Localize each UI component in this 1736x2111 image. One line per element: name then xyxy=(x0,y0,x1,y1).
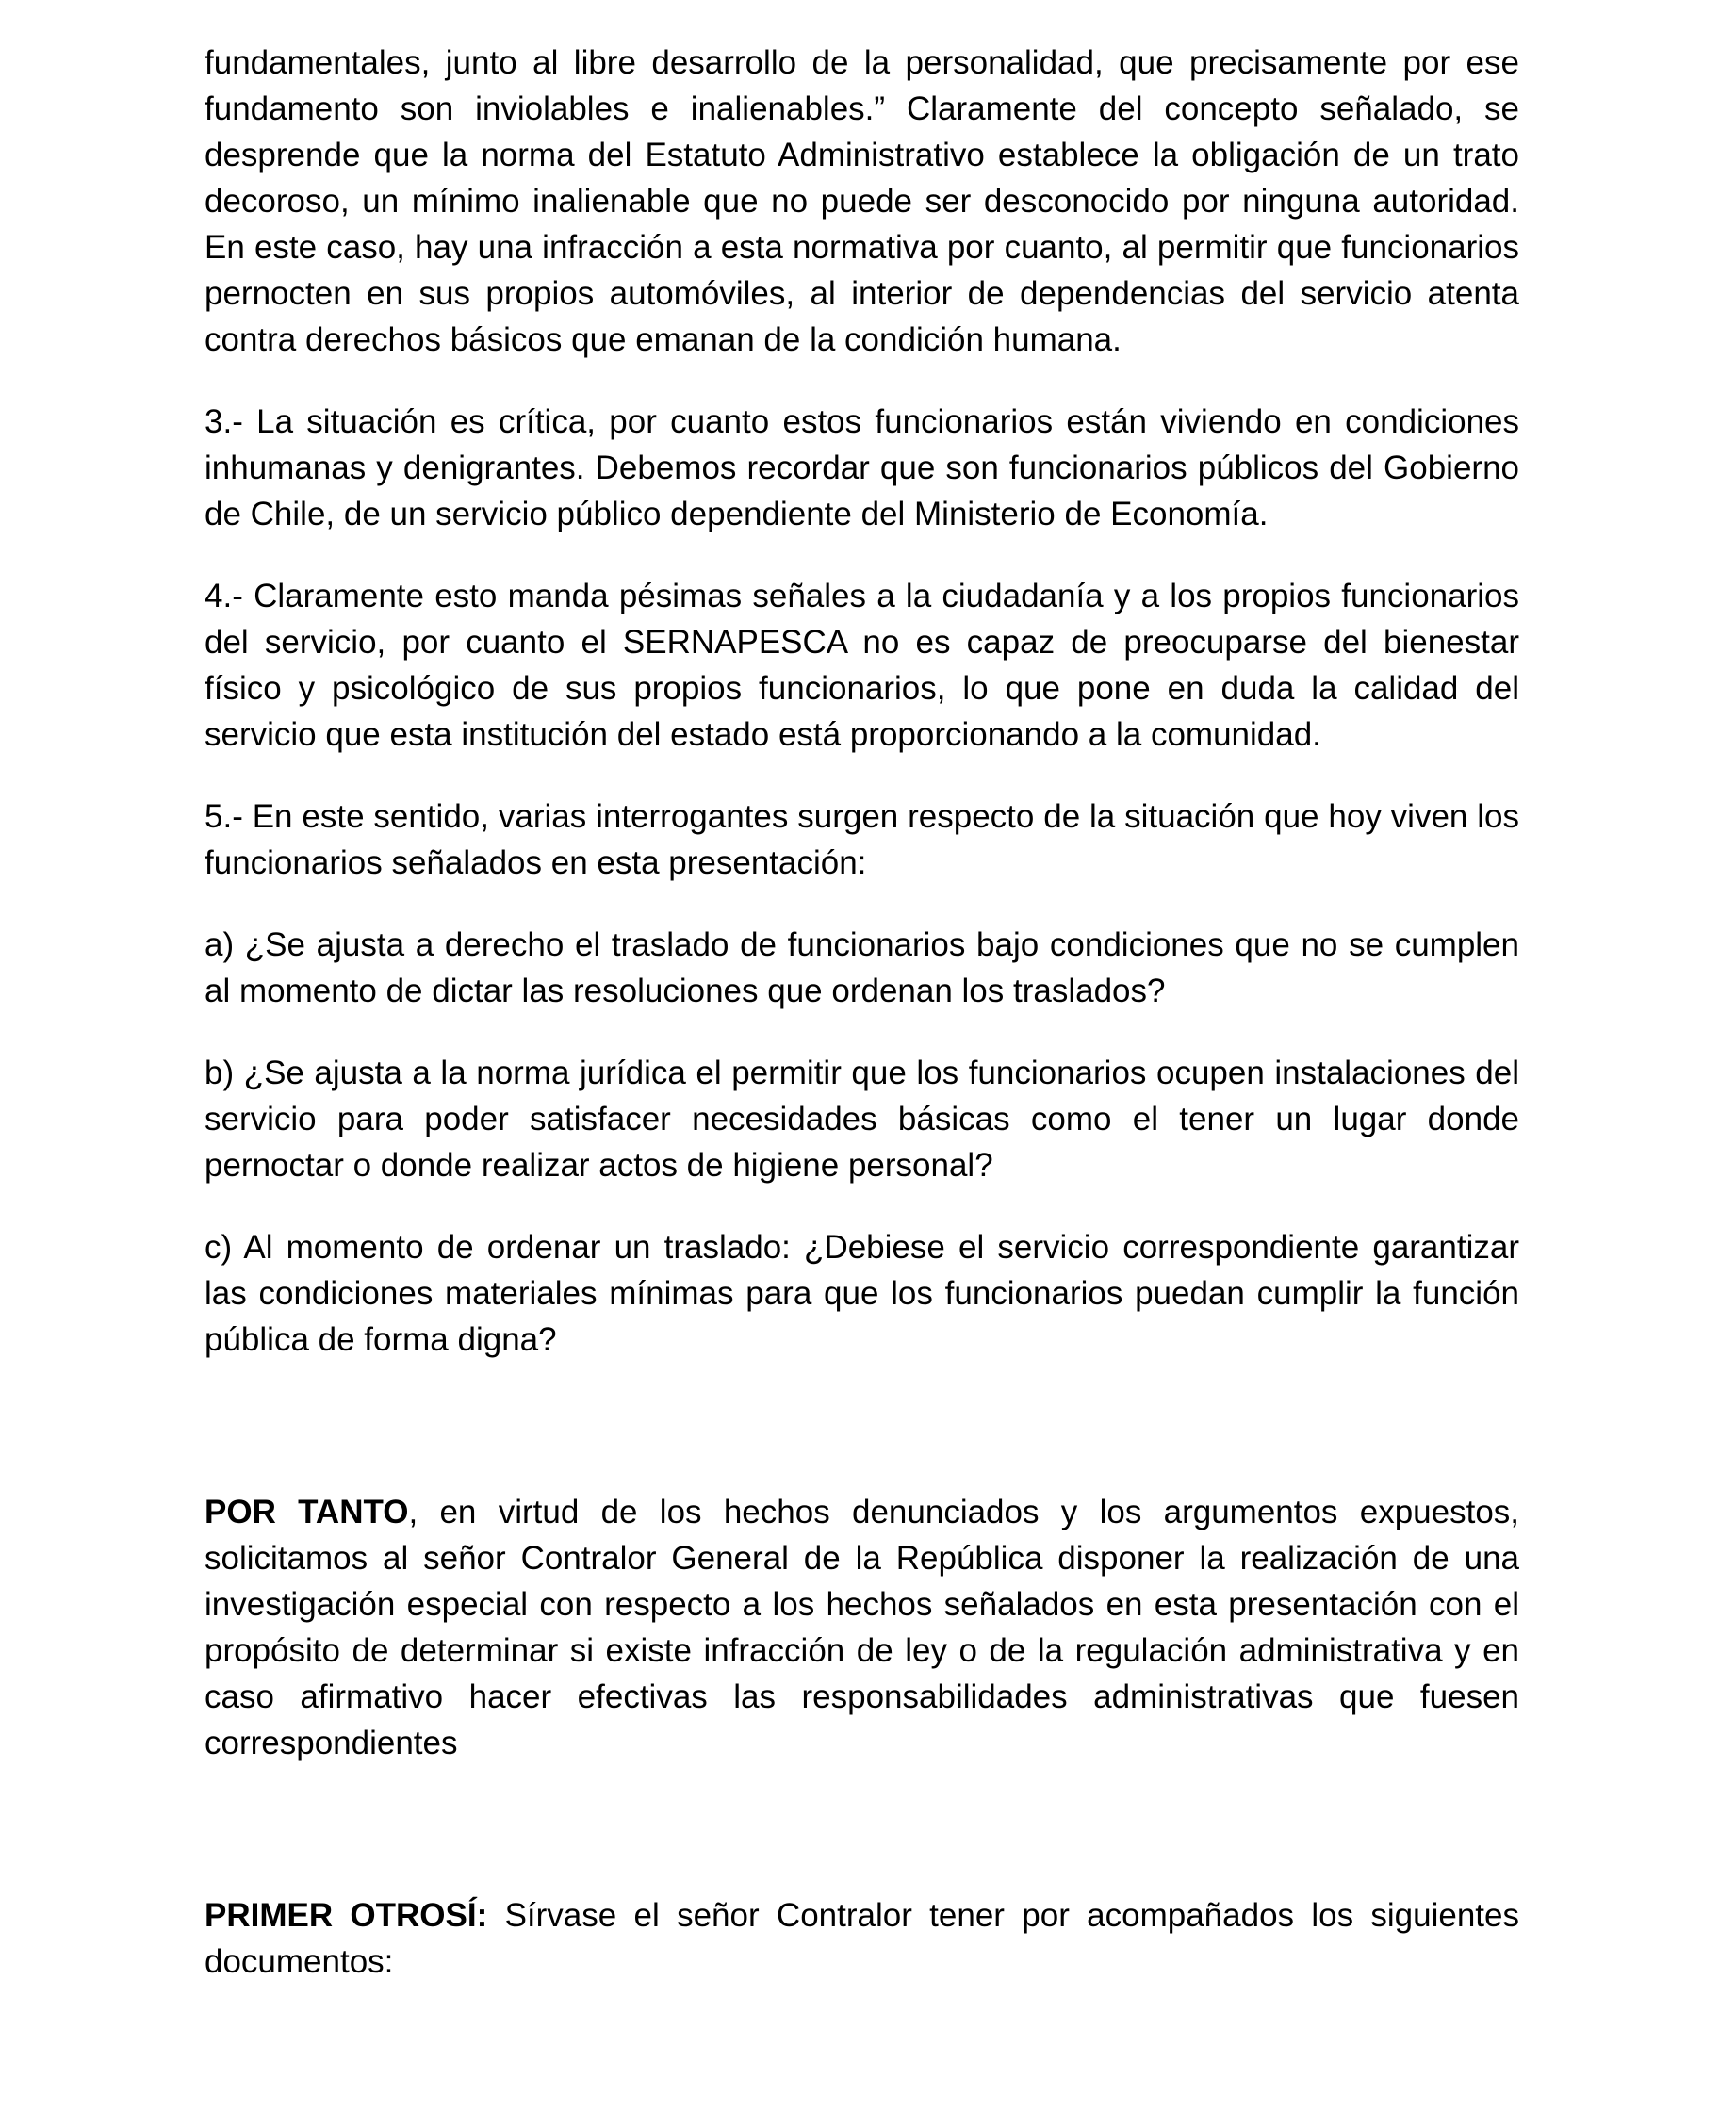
por-tanto-text: , en virtud de los hechos denunciados y los argumentos expuestos, solicitamos al señor Contralor General de la República disponer la realización de una investigación especial con respecto a los hechos señalados en esta presentación con el propósito de determinar si existe infracción de ley o de la regulación administrativa y en caso afirmativo hacer efectivas las responsabilidades administrativas que fuesen correspondientes xyxy=(205,1494,1520,1761)
primer-otrosi-paragraph xyxy=(205,1892,1519,1985)
document-page xyxy=(205,40,1519,1985)
paragraph-intro: fundamentales, junto al libre desarrollo de la personalidad, que precisamente por ese fundamento son inviolables e inalienables.” Claramente del concepto señalado, se desprende que la norma del Estatuto Administrativo establece la obligación de un trato decoroso, un mínimo inalienable que no puede ser desconocido por ninguna autoridad. En este caso, hay una infracción a esta normativa por cuanto, al permitir que funcionarios pernocten en sus propios automóviles, al interior de dependencias del servicio atenta contra derechos básicos que emanan de la condición humana. xyxy=(205,44,1519,358)
primer-otrosi-label: PRIMER OTROSÍ: xyxy=(205,1897,488,1934)
por-tanto-label: POR TANTO xyxy=(205,1494,409,1530)
paragraph-point-5: 5.- En este sentido, varias interrogantes surgen respecto de la situación que hoy viven los funcionarios señalados en esta presentación: xyxy=(205,798,1519,881)
question-c: c) Al momento de ordenar un traslado: ¿Debiese el servicio correspondiente garantizar las condiciones materiales mínimas para que los funcionarios puedan cumplir la función pública de forma digna? xyxy=(205,1229,1519,1358)
paragraph-point-4: 4.- Claramente esto manda pésimas señales a la ciudadanía y a los propios funcionarios del servicio, por cuanto el SERNAPESCA no es capaz de preocuparse del bienestar físico y psicológico de sus propios funcionarios, lo que pone en duda la calidad del servicio que esta institución del estado está proporcionando a la comunidad. xyxy=(205,578,1519,753)
question-b: b) ¿Se ajusta a la norma jurídica el permitir que los funcionarios ocupen instalaciones del servicio para poder satisfacer necesidades básicas como el tener un lugar donde pernoctar o donde realizar actos de higiene personal? xyxy=(205,1055,1519,1184)
paragraph-point-3: 3.- La situación es crítica, por cuanto estos funcionarios están viviendo en condiciones inhumanas y denigrantes. Debemos recordar que son funcionarios públicos del Gobierno de Chile, de un servicio público dependiente del Ministerio de Economía. xyxy=(205,403,1519,532)
primer-otrosi-text: Sírvase el señor Contralor tener por acompañados los siguientes documentos: xyxy=(205,1897,1519,1980)
question-a: a) ¿Se ajusta a derecho el traslado de funcionarios bajo condiciones que no se cumplen al momento de dictar las resoluciones que ordenan los traslados? xyxy=(205,926,1519,1009)
por-tanto-paragraph xyxy=(205,1489,1519,1766)
